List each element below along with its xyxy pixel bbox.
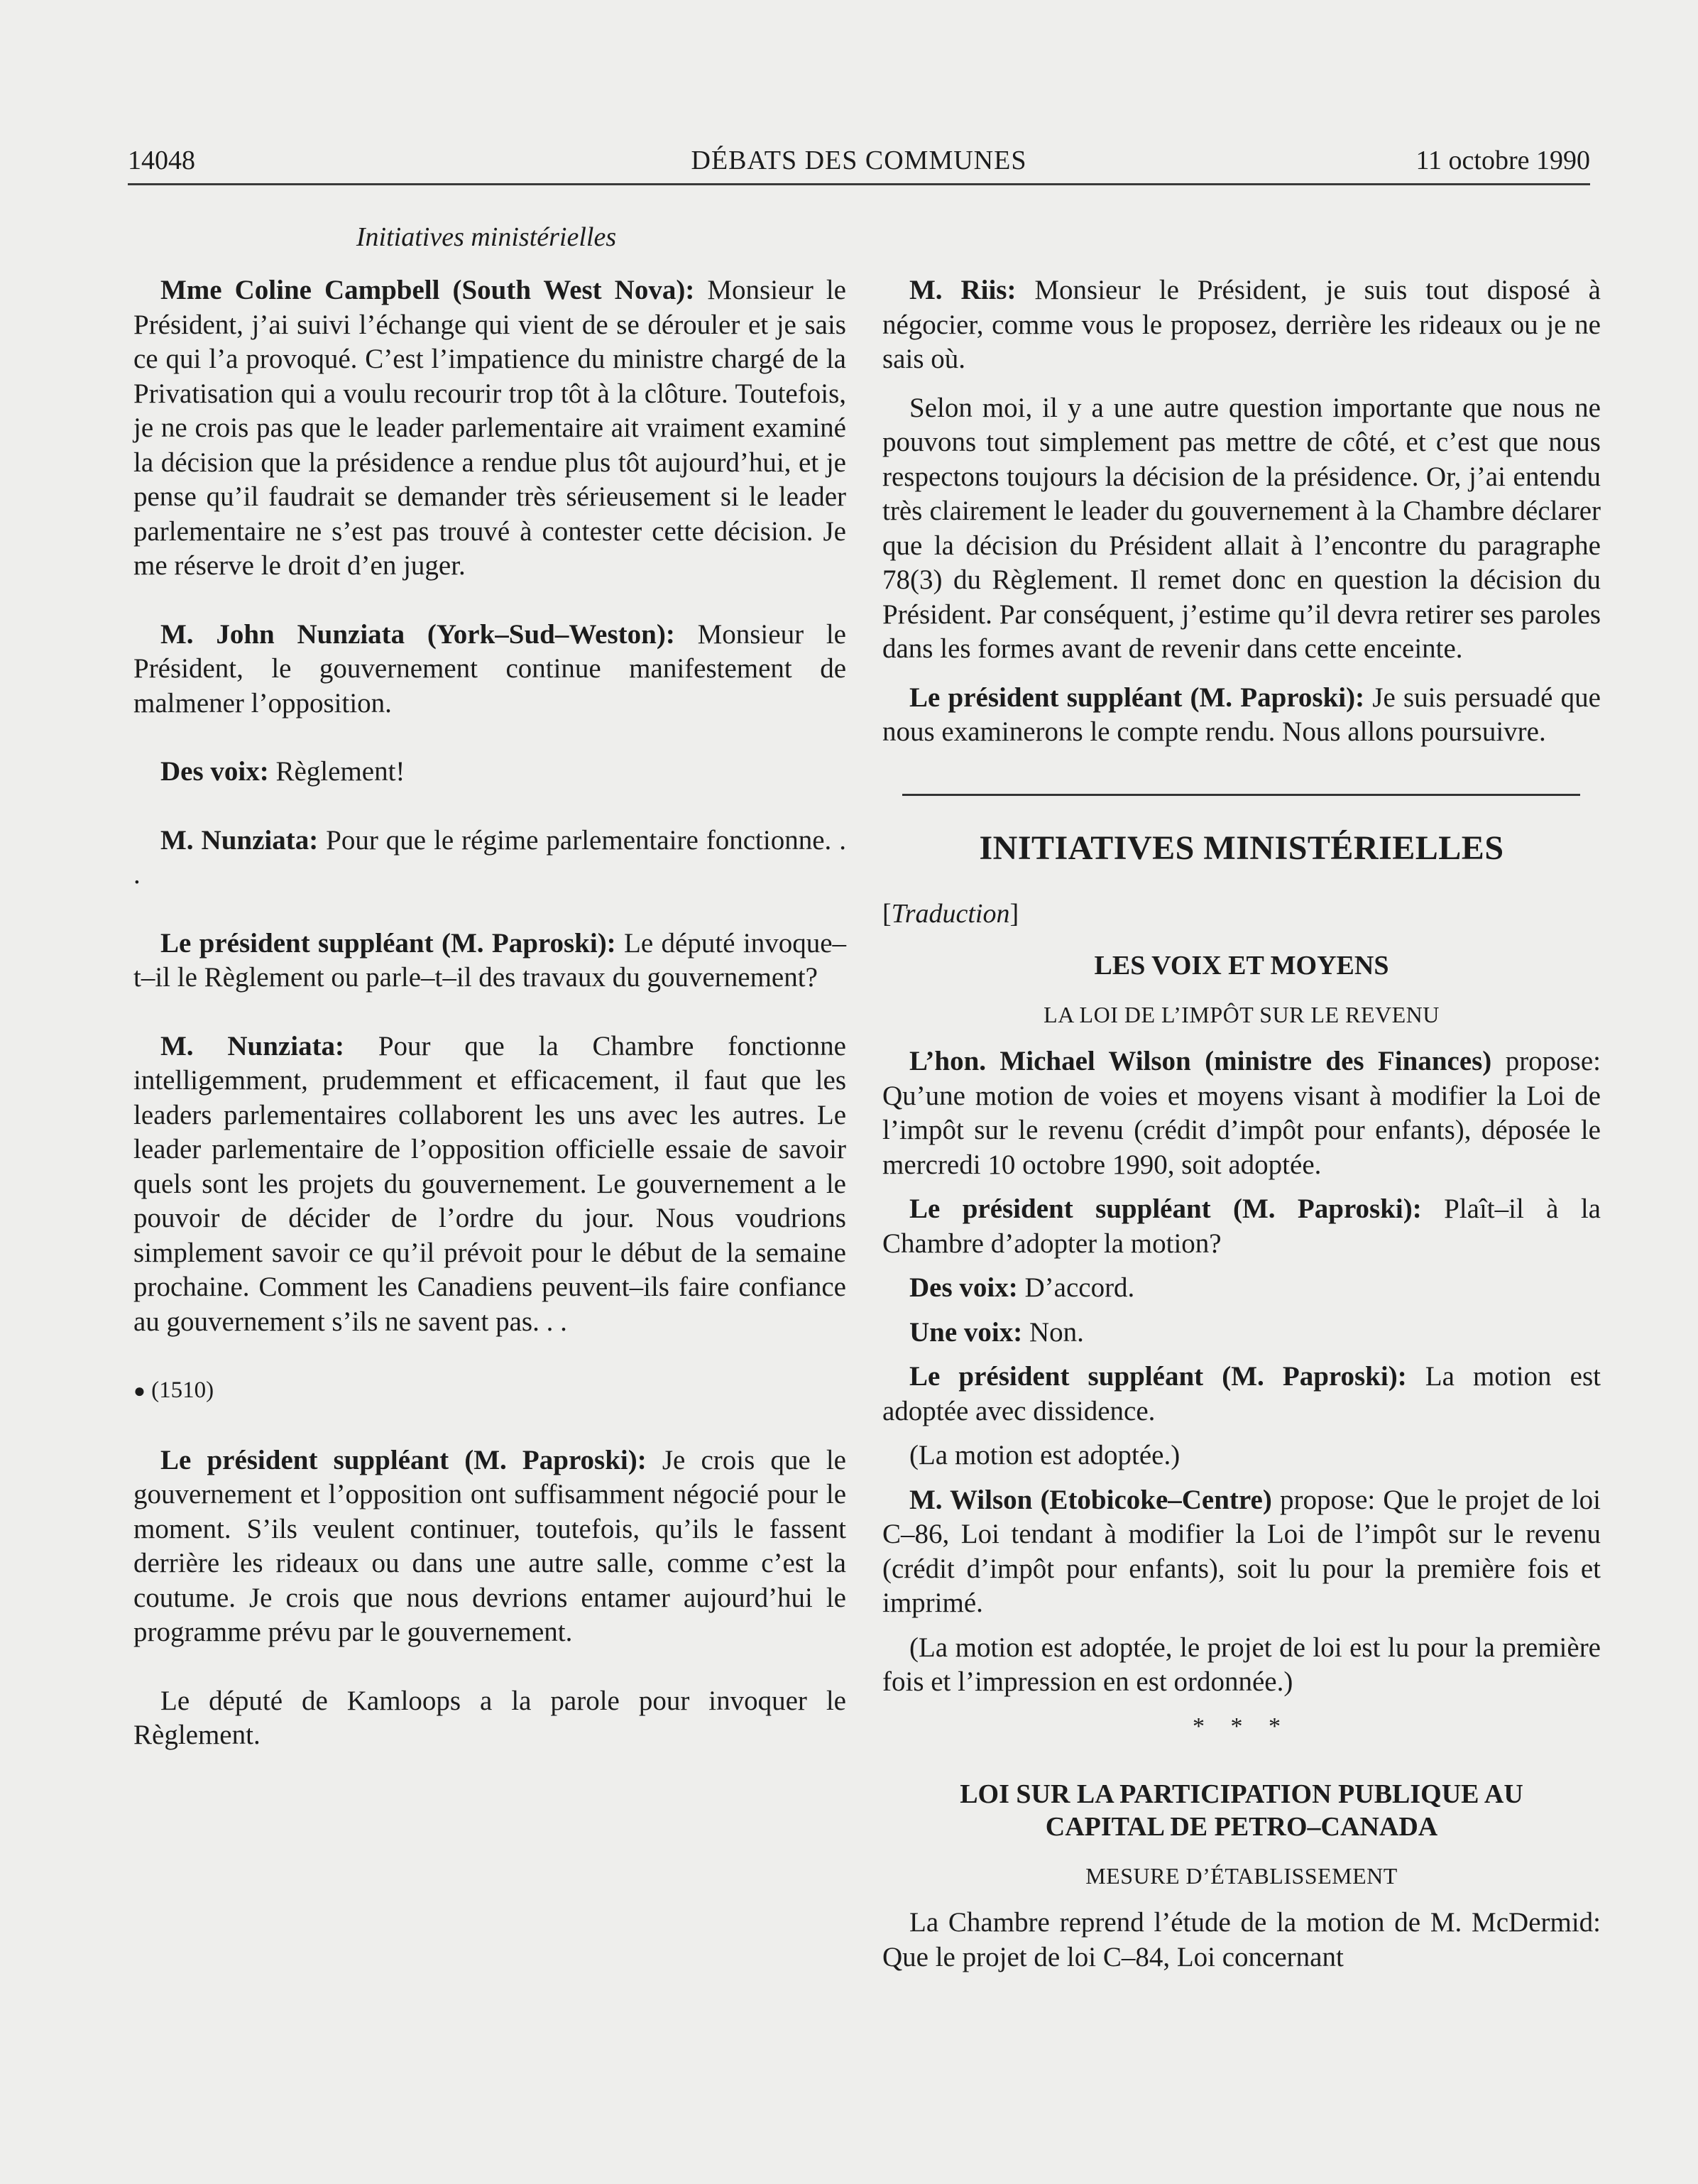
speech-text: propose: Qu’une motion de voies et moyens visant à modifier la Loi de l’impôt sur le revenu (crédit d’impôt pour enfants), déposée le mercredi 10 octobre 1990, soit adoptée. (882, 1046, 1601, 1180)
speech-text: propose: Que le projet de loi C–86, Loi tendant à modifier la Loi de l’impôt sur le revenu (crédit d’impôt pour enfants), soit lu pour la première fois et imprimé. (882, 1484, 1601, 1618)
bullet-icon: ● (133, 1380, 146, 1402)
right-column (882, 273, 1601, 1984)
paragraph (882, 681, 1601, 750)
paragraph (882, 273, 1601, 377)
subsection-heading: CAPITAL DE PETRO–CANADA (1045, 1812, 1438, 1842)
paragraph: Selon moi, il y a une autre question importante que nous ne pouvons tout simplement pas mettre de côté, et c’est que nous respectons toujours la décision de la présidence. Or, j’ai entendu très clairement le leader du gouvernement à la Chambre déclarer que la décision du Président allait à l’encontre du paragraphe 78(3) du Règlement. Il remet donc en question la décision du Président. Par conséquent, j’estime qu’il devra retirer ses paroles dans les formes avant de revenir dans cette enceinte. (882, 392, 1601, 664)
speech-text: Monsieur le Président, j’ai suivi l’échange qui vient de se dérouler et je sais ce qui l’a provoqué. C’est l’impatience du ministre chargé de la Privatisation qui a voulu recourir trop tôt à la clôture. Toutefois, je ne crois pas que le leader parlementaire ait vraiment examiné la décision que la présidence a rendue plus tôt aujourd’hui, et je pense qu’il faudrait se demander très sérieusement si le leader parlementaire ne s’est pas trouvé à contester cette décision. Je me réserve le droit d’en juger. (133, 275, 846, 581)
speech-text: Non. (1022, 1316, 1084, 1348)
speaker: M. Nunziata: (160, 1030, 345, 1061)
paragraph: La Chambre reprend l’étude de la motion de M. McDermid: Que le projet de loi C–84, Loi concernant (882, 1907, 1601, 1972)
speech-text: Monsieur le Président, le gouvernement continue manifestement de malmener l’opposition. (133, 618, 846, 719)
page-header (128, 142, 1590, 185)
paragraph (882, 1192, 1601, 1261)
speaker: Une voix: (909, 1316, 1023, 1348)
speech-text: Je crois que le gouvernement et l’opposition ont suffisamment négocié pour le moment. S’ils veulent continuer, toutefois, qu’ils le fassent derrière les rideaux ou dans une autre salle, comme c’est la coutume. Je crois que nous devrions entamer aujourd’hui le programme prévu par le gouvernement. (133, 1444, 846, 1647)
speaker: Des voix: (909, 1272, 1018, 1303)
speaker: Le président suppléant (M. Paproski): (909, 1361, 1407, 1392)
speaker: Des voix: (160, 756, 269, 787)
section-divider (902, 794, 1580, 796)
publication-date: 11 octobre 1990 (1415, 146, 1590, 175)
paragraph: (La motion est adoptée.) (909, 1440, 1181, 1470)
speaker: Le président suppléant (M. Paproski): (160, 927, 616, 959)
subsection-heading: LES VOIX ET MOYENS (1094, 951, 1389, 981)
paragraph (882, 1360, 1601, 1429)
speaker: L’hon. Michael Wilson (ministre des Finances) (909, 1046, 1492, 1076)
translation-note: [Traduction] (882, 898, 1019, 929)
speech-text: D’accord. (1017, 1272, 1135, 1303)
paragraph (133, 927, 846, 995)
running-section-title: Initiatives ministérielles (356, 222, 617, 252)
speech-text: Règlement! (268, 756, 405, 787)
topic-heading: MESURE D’ÉTABLISSEMENT (1085, 1863, 1398, 1889)
paragraph: Le député de Kamloops a la parole pour invoquer le Règlement. (133, 1685, 846, 1750)
section-stars: * * * (1193, 1713, 1291, 1740)
timestamp (133, 1373, 846, 1409)
speaker: Le président suppléant (M. Paproski): (160, 1444, 647, 1475)
paragraph (133, 1443, 846, 1650)
speaker: M. Nunziata: (160, 824, 319, 856)
speech-text: Monsieur le Président, je suis tout disposé à négocier, comme vous le proposez, derrière les rideaux ou je ne sais où. (882, 275, 1601, 374)
paragraph (133, 618, 846, 721)
speaker: Mme Coline Campbell (South West Nova): (160, 275, 695, 305)
paragraph (882, 1271, 1601, 1306)
speech-text: Pour que le régime parlementaire fonctionne. . . (133, 824, 846, 890)
speaker: M. Wilson (Etobicoke–Centre) (909, 1484, 1272, 1515)
paragraph (882, 1483, 1601, 1621)
speaker: M. John Nunziata (York–Sud–Weston): (160, 618, 675, 650)
page-number: 14048 (128, 146, 195, 175)
left-column (133, 273, 846, 1787)
paragraph (133, 1030, 846, 1340)
speaker: M. Riis: (909, 275, 1017, 305)
subsection-heading: LOI SUR LA PARTICIPATION PUBLIQUE AU (960, 1779, 1523, 1809)
paragraph: (La motion est adoptée, le projet de loi est lu pour la première fois et l’impression en est ordonnée.) (882, 1632, 1601, 1697)
speech-text: Le député invoque–t–il le Règlement ou parle–t–il des travaux du gouvernement? (133, 927, 846, 993)
speech-text: Pour que la Chambre fonctionne intelligemment, prudemment et efficacement, il faut que les leaders parlementaires collaborent les uns avec les autres. Le leader parlementaire de l’opposition officielle essaie de savoir quels sont les projets du gouvernement. Le gouvernement a le pouvoir de décider de l’ordre du jour. Nous voudrions simplement savoir ce qu’il prévoit pour le début de la semaine prochaine. Comment les Canadiens peuvent–ils faire confiance au gouvernement s’ils ne savent pas. . . (133, 1030, 846, 1337)
speech-text: Je suis persuadé que nous examinerons le compte rendu. Nous allons poursuivre. (882, 682, 1601, 747)
paragraph (882, 1044, 1601, 1182)
paragraph (882, 1316, 1601, 1350)
speech-text: Plaît–il à la Chambre d’adopter la motion? (882, 1194, 1601, 1259)
paragraph (133, 273, 846, 584)
speech-text: La motion est adoptée avec dissidence. (882, 1361, 1601, 1426)
speaker: Le président suppléant (M. Paproski): (909, 682, 1365, 713)
section-heading: INITIATIVES MINISTÉRIELLES (979, 829, 1504, 867)
timestamp-text: (1510) (151, 1377, 214, 1403)
speaker: Le président suppléant (M. Paproski): (909, 1194, 1422, 1224)
translation-label: Traduction (891, 898, 1010, 929)
paragraph (133, 755, 846, 790)
topic-heading: LA LOI DE L’IMPÔT SUR LE REVENU (1044, 1002, 1440, 1027)
publication-title: DÉBATS DES COMMUNES (691, 146, 1027, 175)
paragraph (133, 824, 846, 892)
